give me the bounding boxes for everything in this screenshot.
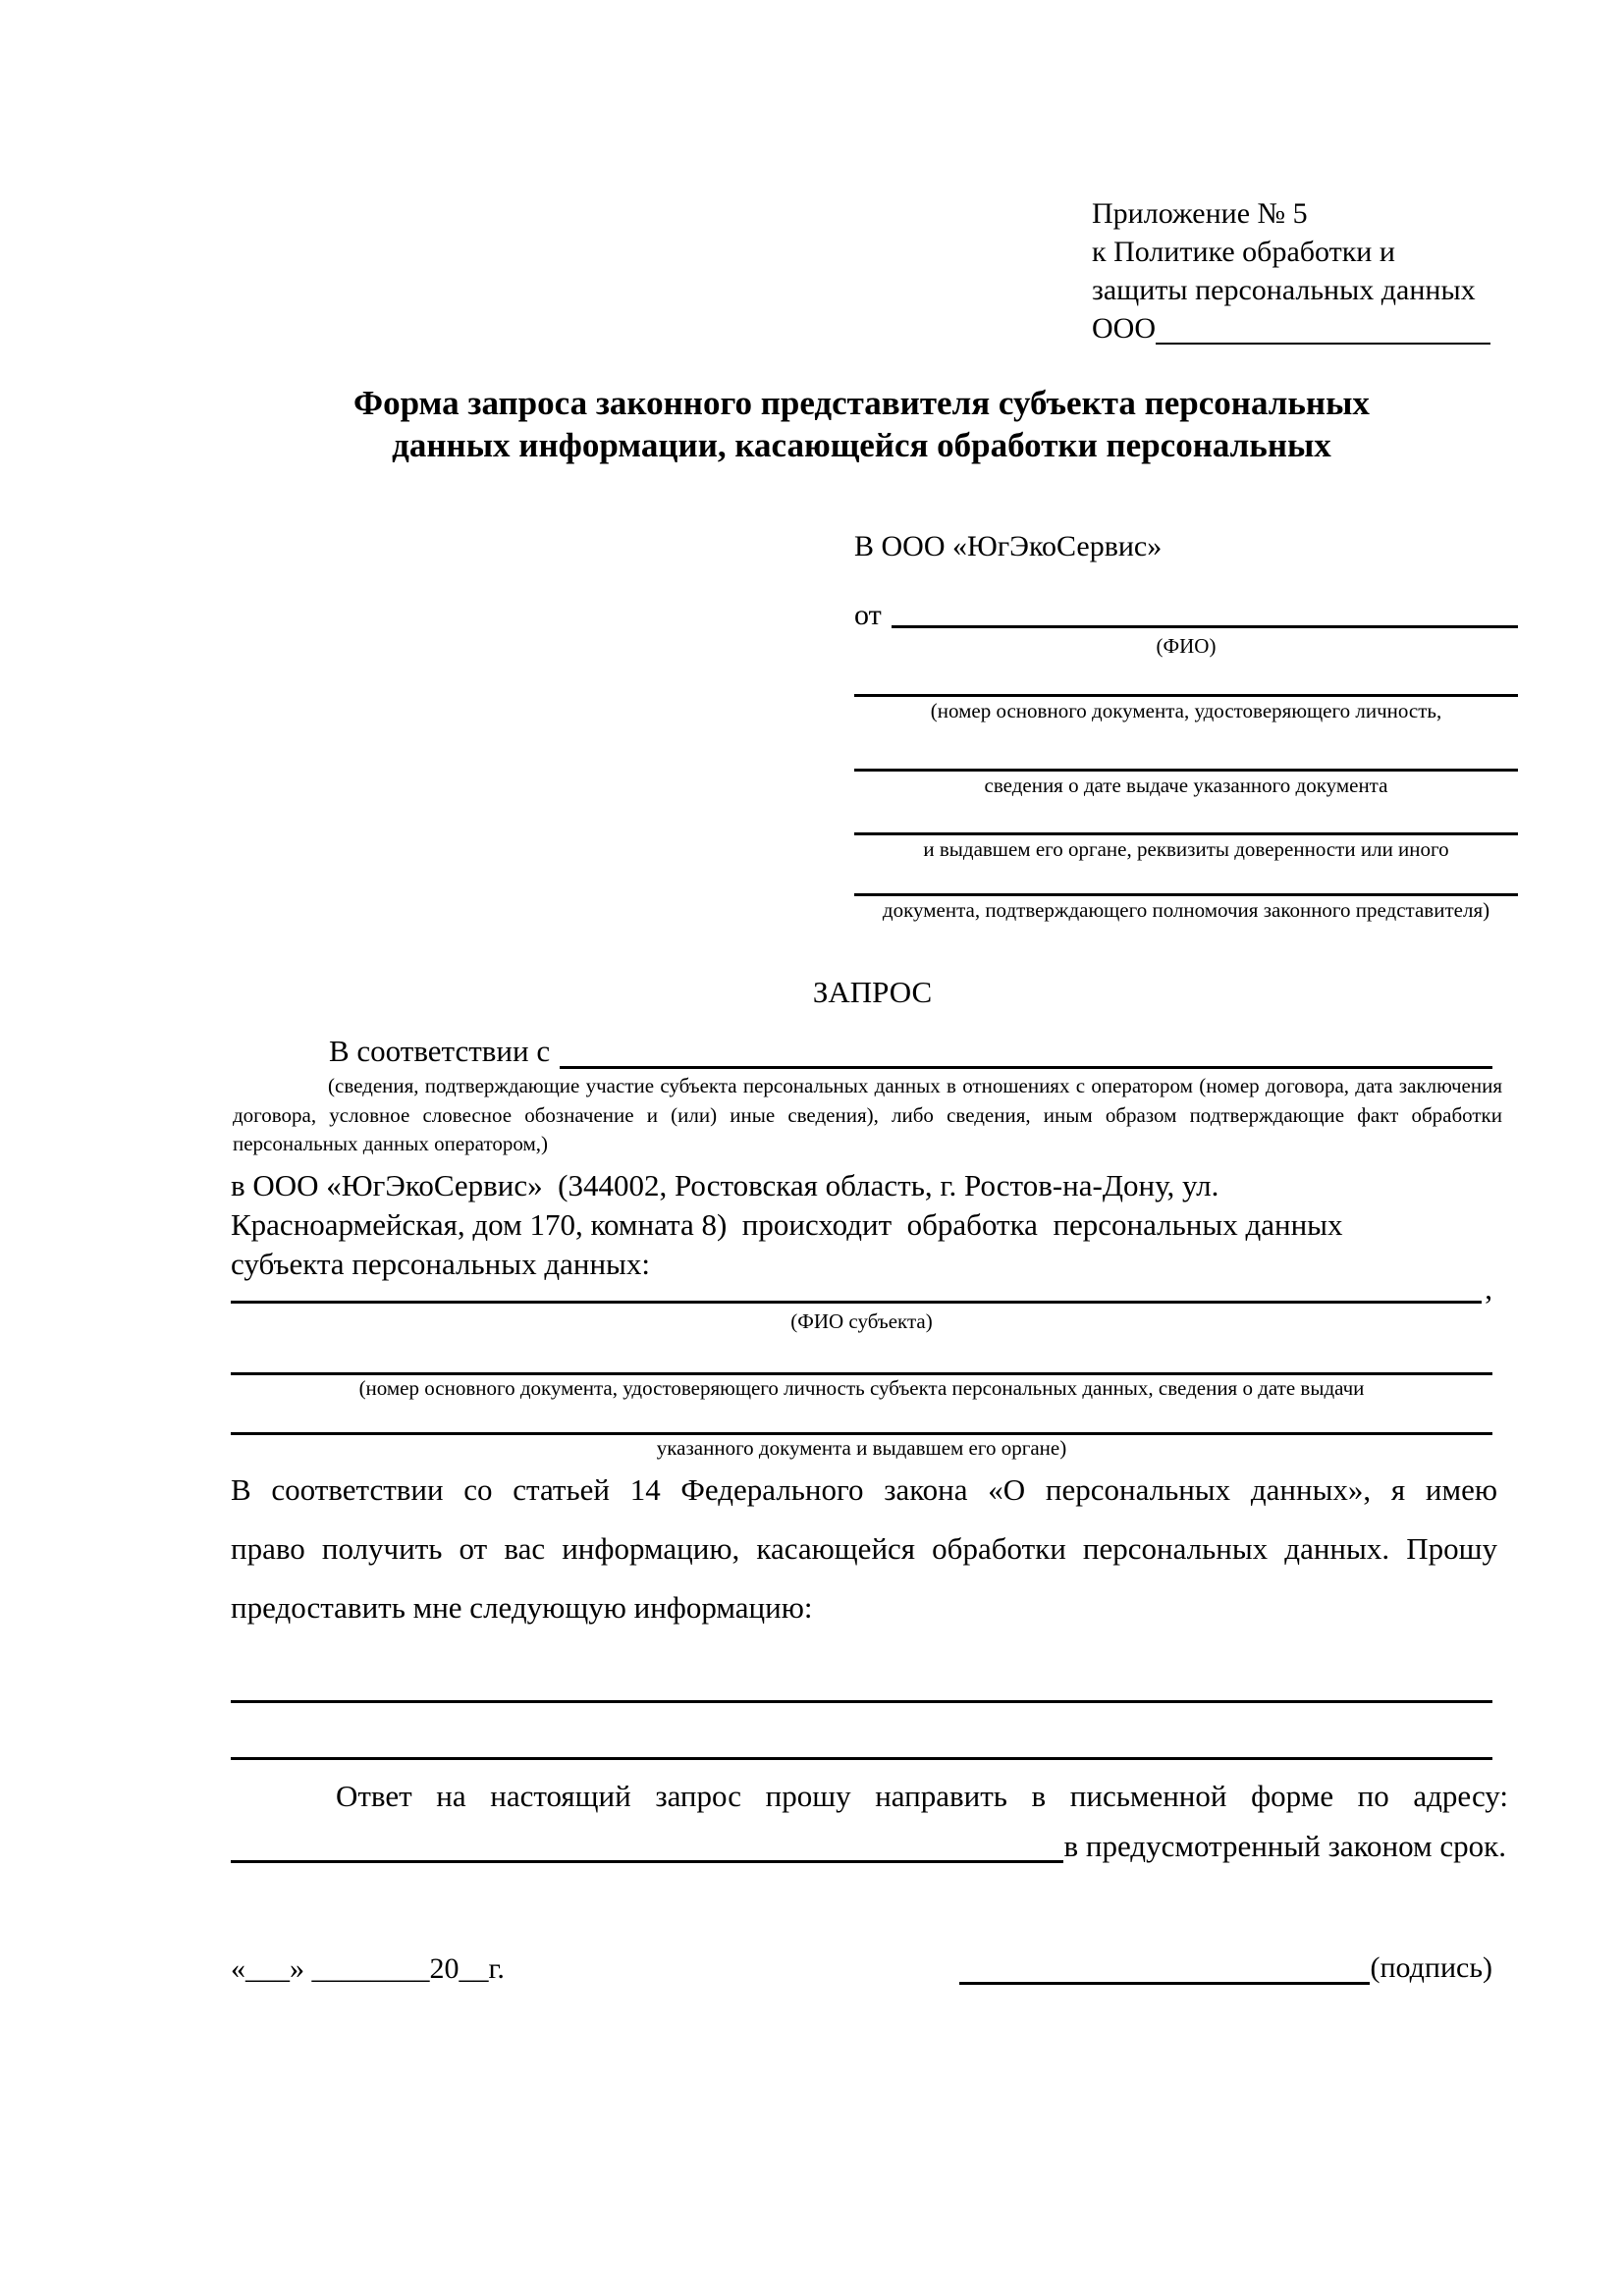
appendix-note	[1092, 194, 1490, 347]
appendix-note-ooo-row	[1092, 309, 1490, 347]
intro-footnote: (сведения, подтверждающие участие субъекта персональных данных в отношениях с оператором (номер договора, дата заключения договора, условное словесное обозначение и (или) иные сведения), либо сведения, иным образом подтверждающие факт обработки персональных данных оператором,)	[233, 1074, 1502, 1155]
appendix-note-line2: к Политике обработки и	[1092, 236, 1395, 268]
ooo-label: ООО	[1092, 312, 1156, 345]
paragraph-law-reference-line2: право получить от вас информацию, касающейся обработки персональных данных. Прошу	[231, 1531, 1497, 1566]
signature-group	[959, 1953, 1492, 1985]
representative-doc-blank-line-3	[854, 825, 1518, 835]
paragraph-operator-info-line3: субъекта персональных данных:	[231, 1247, 650, 1281]
representative-doc-blank-line-4	[854, 885, 1518, 896]
trailing-comma: ,	[1485, 1271, 1492, 1306]
document-title-line1: Форма запроса законного представителя субъекта персональных	[353, 384, 1370, 422]
ooo-blank-line	[1156, 309, 1490, 345]
subject-fio-caption: (ФИО субъекта)	[790, 1309, 933, 1333]
paragraph-operator-info	[231, 1166, 1507, 1284]
representative-doc-caption-1: (номер основного документа, удостоверяющего личность,	[930, 699, 1442, 722]
answer-address-row	[231, 1829, 1506, 1863]
representative-doc-caption-4: документа, подтверждающего полномочия законного представителя)	[882, 898, 1490, 922]
paragraph-answer-request: Ответ на настоящий запрос прошу направить в письменной форме по адресу:	[336, 1779, 1508, 1813]
subject-doc-blank-line-2	[231, 1424, 1492, 1435]
subject-doc-caption-2: указанного документа и выдавшем его органе)	[656, 1436, 1067, 1460]
paragraph-operator-info-line1: в ООО «ЮгЭкоСервис» (344002, Ростовская область, г. Ростов-на-Дону, ул.	[231, 1168, 1219, 1202]
intro-label: В соответствии с	[329, 1034, 551, 1068]
paragraph-law-reference-line1: В соответствии со статьей 14 Федерального закона «О персональных данных», я имею	[231, 1472, 1497, 1507]
appendix-note-line1: Приложение № 5	[1092, 197, 1308, 230]
subject-fio-blank-line	[231, 1278, 1482, 1304]
representative-doc-caption-3: и выдавшем его органе, реквизиты доверенности или иного	[923, 837, 1449, 861]
representative-fio-blank-line	[892, 599, 1518, 628]
requested-info-blank-line-1	[231, 1690, 1492, 1703]
addressee-from-row	[854, 599, 1518, 631]
footer-row	[231, 1953, 1492, 1985]
requested-info-blank-line-2	[231, 1747, 1492, 1760]
paragraph-law-reference	[231, 1461, 1497, 1637]
representative-doc-blank-line-1	[854, 686, 1518, 697]
addressee-block	[854, 532, 1518, 934]
request-heading: ЗАПРОС	[812, 975, 933, 1009]
subject-fio-row	[231, 1271, 1492, 1306]
subject-doc-caption-1: (номер основного документа, удостоверяющего личность субъекта персональных данных, сведения о дате выдачи	[358, 1376, 1365, 1400]
representative-doc-caption-2: сведения о дате выдаче указанного документа	[984, 774, 1388, 797]
representative-doc-blank-line-2	[854, 761, 1518, 772]
fio-caption: (ФИО)	[1156, 634, 1217, 658]
appendix-note-line3: защиты персональных данных	[1092, 274, 1476, 306]
answer-address-blank-line	[231, 1834, 1063, 1863]
document-title	[231, 382, 1492, 466]
signature-blank-line	[959, 1953, 1370, 1985]
document-title-line2: данных информации, касающейся обработки персональных	[392, 426, 1331, 464]
intro-row	[231, 1034, 1492, 1069]
addressee-to: В ООО «ЮгЭкоСервис»	[854, 530, 1163, 562]
from-label: от	[854, 599, 882, 631]
paragraph-law-reference-line3: предоставить мне следующую информацию:	[231, 1590, 813, 1625]
subject-doc-blank-line-1	[231, 1364, 1492, 1375]
intro-blank-line	[560, 1034, 1492, 1069]
date-field: «___» ________20__г.	[231, 1952, 505, 1985]
signature-caption: (подпись)	[1370, 1951, 1492, 1984]
paragraph-operator-info-line2: Красноармейская, дом 170, комната 8) происходит обработка персональных данных	[231, 1207, 1343, 1242]
answer-suffix: в предусмотренный законом срок.	[1063, 1829, 1506, 1863]
